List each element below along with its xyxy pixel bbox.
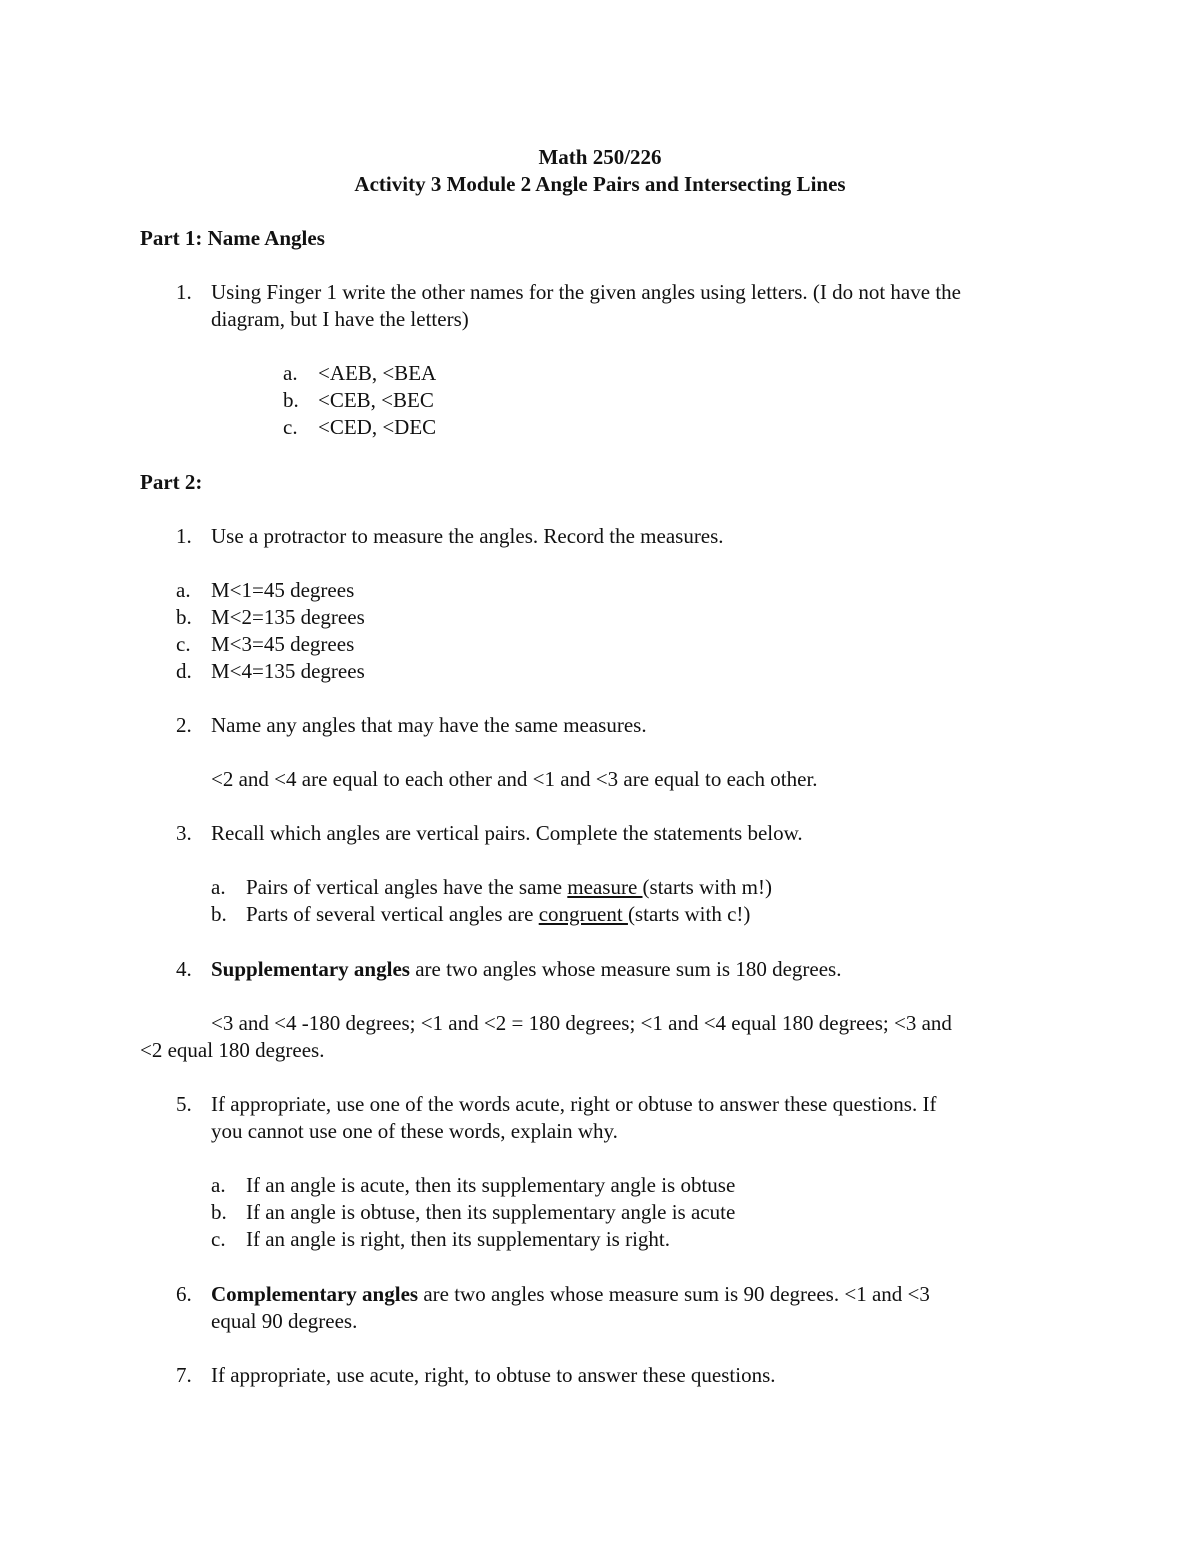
supplementary-term: Supplementary angles bbox=[211, 957, 410, 981]
q3-item-a-before: Pairs of vertical angles have the same bbox=[246, 875, 568, 899]
part1-q1-number: 1. bbox=[176, 280, 192, 304]
q5-item-text: If an angle is obtuse, then its supplementary angle is acute bbox=[246, 1200, 736, 1224]
course-title: Math 250/226 bbox=[538, 145, 662, 169]
part2-q2-text: Name any angles that may have the same measures. bbox=[211, 713, 647, 737]
q3-item-a-blank: measure bbox=[567, 875, 643, 899]
measure-item-letter: a. bbox=[176, 578, 191, 602]
part1-q1-item-text: <CED, <DEC bbox=[318, 415, 437, 439]
part2-q5-number: 5. bbox=[176, 1092, 192, 1116]
part1-q1-text-line1: Using Finger 1 write the other names for the given angles using letters. (I do not have the bbox=[211, 280, 961, 304]
part1-q1-item-letter: a. bbox=[283, 361, 298, 385]
q3-item-a-after: (starts with m!) bbox=[642, 875, 772, 899]
part1-q1-text-line2: diagram, but I have the letters) bbox=[211, 307, 469, 331]
q3-item-b-after: (starts with c!) bbox=[627, 902, 751, 926]
part1-q1-item-text: <AEB, <BEA bbox=[318, 361, 437, 385]
part2-q6-text bbox=[211, 1281, 930, 1307]
measure-item-text: M<1=45 degrees bbox=[211, 578, 355, 602]
part2-q2-answer: <2 and <4 are equal to each other and <1 and <3 are equal to each other. bbox=[211, 767, 818, 791]
q3-item-letter: b. bbox=[211, 902, 227, 926]
part1-heading: Part 1: Name Angles bbox=[140, 226, 325, 250]
q5-item-text: If an angle is right, then its supplementary is right. bbox=[246, 1227, 670, 1251]
measure-item-text: M<4=135 degrees bbox=[211, 659, 365, 683]
complementary-definition: are two angles whose measure sum is 90 degrees. <1 and <3 bbox=[418, 1282, 930, 1306]
activity-title: Activity 3 Module 2 Angle Pairs and Intersecting Lines bbox=[354, 172, 846, 196]
part2-q4-text bbox=[211, 956, 841, 982]
part2-q7-text: If appropriate, use acute, right, to obtuse to answer these questions. bbox=[211, 1363, 776, 1387]
supplementary-definition: are two angles whose measure sum is 180 degrees. bbox=[409, 957, 842, 981]
part1-q1-item-letter: c. bbox=[283, 415, 298, 439]
measure-item-letter: b. bbox=[176, 605, 192, 629]
q3-item-b-text bbox=[246, 901, 750, 927]
part2-q6-text-line2: equal 90 degrees. bbox=[211, 1309, 358, 1333]
part2-q2-number: 2. bbox=[176, 713, 192, 737]
part2-q3-number: 3. bbox=[176, 821, 192, 845]
part1-q1-item-letter: b. bbox=[283, 388, 299, 412]
q5-item-letter: a. bbox=[211, 1173, 226, 1197]
measure-item-text: M<3=45 degrees bbox=[211, 632, 355, 656]
q5-item-text: If an angle is acute, then its supplementary angle is obtuse bbox=[246, 1173, 736, 1197]
part2-q5-text-line1: If appropriate, use one of the words acute, right or obtuse to answer these questions. If bbox=[211, 1092, 937, 1116]
q3-item-a-text bbox=[246, 874, 772, 900]
part2-heading: Part 2: bbox=[140, 470, 203, 494]
part2-q1-number: 1. bbox=[176, 524, 192, 548]
q3-item-b-before: Parts of several vertical angles are bbox=[246, 902, 539, 926]
q5-item-letter: c. bbox=[211, 1227, 226, 1251]
measure-item-letter: d. bbox=[176, 659, 192, 683]
part2-q4-answer-line1: <3 and <4 -180 degrees; <1 and <2 = 180 degrees; <1 and <4 equal 180 degrees; <3 and bbox=[211, 1011, 952, 1035]
part2-q4-number: 4. bbox=[176, 957, 192, 981]
measure-item-letter: c. bbox=[176, 632, 191, 656]
part2-q5-text-line2: you cannot use one of these words, explain why. bbox=[211, 1119, 618, 1143]
part2-q3-text: Recall which angles are vertical pairs. Complete the statements below. bbox=[211, 821, 803, 845]
q3-item-letter: a. bbox=[211, 875, 226, 899]
q3-item-b-blank: congruent bbox=[538, 902, 628, 926]
part2-q4-answer-line2: <2 equal 180 degrees. bbox=[140, 1038, 325, 1062]
measure-item-text: M<2=135 degrees bbox=[211, 605, 365, 629]
part2-q7-number: 7. bbox=[176, 1363, 192, 1387]
part2-q6-number: 6. bbox=[176, 1282, 192, 1306]
complementary-term: Complementary angles bbox=[211, 1282, 419, 1306]
part2-q1-text: Use a protractor to measure the angles. Record the measures. bbox=[211, 524, 724, 548]
q5-item-letter: b. bbox=[211, 1200, 227, 1224]
part1-q1-item-text: <CEB, <BEC bbox=[318, 388, 434, 412]
